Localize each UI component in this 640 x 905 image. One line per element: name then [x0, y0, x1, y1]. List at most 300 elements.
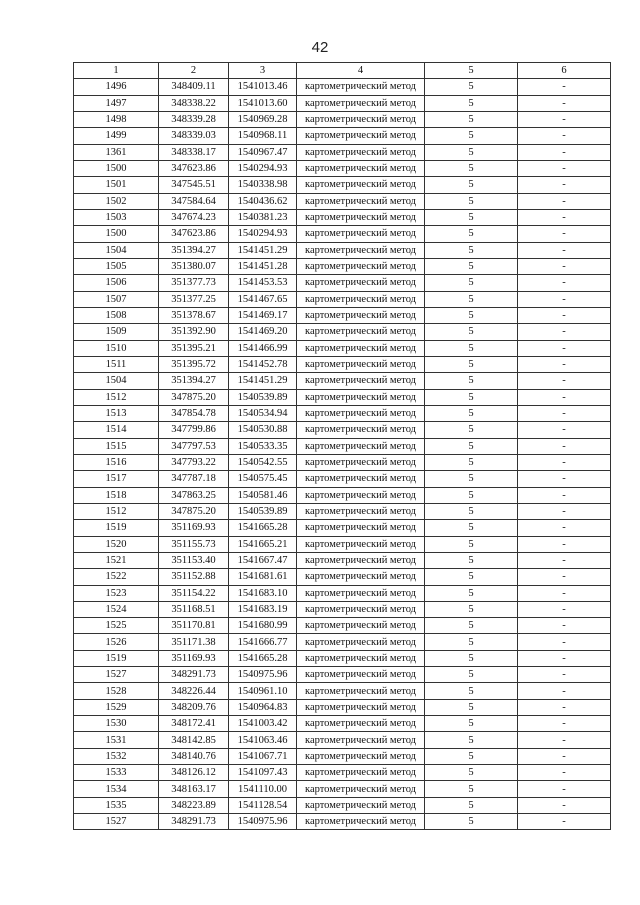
y-coordinate-cell: 1540575.45	[229, 471, 297, 487]
method-cell: картометрический метод	[297, 258, 425, 274]
column-header: 4	[297, 63, 425, 79]
table-row	[74, 520, 611, 536]
accuracy-cell: 5	[425, 552, 518, 568]
y-coordinate-cell: 1541680.99	[229, 618, 297, 634]
y-coordinate-cell: 1540530.88	[229, 422, 297, 438]
note-cell: -	[518, 667, 611, 683]
x-coordinate-cell: 351169.93	[159, 650, 229, 666]
x-coordinate-cell: 348291.73	[159, 667, 229, 683]
y-coordinate-cell: 1540967.47	[229, 144, 297, 160]
accuracy-cell: 5	[425, 373, 518, 389]
x-coordinate-cell: 348339.03	[159, 128, 229, 144]
point-number-cell: 1498	[74, 111, 159, 127]
point-number-cell: 1504	[74, 242, 159, 258]
note-cell: -	[518, 95, 611, 111]
y-coordinate-cell: 1540294.93	[229, 160, 297, 176]
method-cell: картометрический метод	[297, 160, 425, 176]
method-cell: картометрический метод	[297, 765, 425, 781]
y-coordinate-cell: 1541097.43	[229, 765, 297, 781]
y-coordinate-cell: 1540968.11	[229, 128, 297, 144]
table-row	[74, 683, 611, 699]
method-cell: картометрический метод	[297, 275, 425, 291]
y-coordinate-cell: 1541681.61	[229, 569, 297, 585]
method-cell: картометрический метод	[297, 95, 425, 111]
accuracy-cell: 5	[425, 618, 518, 634]
x-coordinate-cell: 351377.73	[159, 275, 229, 291]
point-number-cell: 1512	[74, 389, 159, 405]
x-coordinate-cell: 347584.64	[159, 193, 229, 209]
accuracy-cell: 5	[425, 503, 518, 519]
method-cell: картометрический метод	[297, 177, 425, 193]
method-cell: картометрический метод	[297, 536, 425, 552]
method-cell: картометрический метод	[297, 356, 425, 372]
note-cell: -	[518, 340, 611, 356]
y-coordinate-cell: 1540533.35	[229, 438, 297, 454]
method-cell: картометрический метод	[297, 650, 425, 666]
note-cell: -	[518, 258, 611, 274]
note-cell: -	[518, 618, 611, 634]
y-coordinate-cell: 1541110.00	[229, 781, 297, 797]
point-number-cell: 1503	[74, 209, 159, 225]
x-coordinate-cell: 348409.11	[159, 79, 229, 95]
table-row	[74, 405, 611, 421]
method-cell: картометрический метод	[297, 438, 425, 454]
y-coordinate-cell: 1541067.71	[229, 748, 297, 764]
y-coordinate-cell: 1541666.77	[229, 634, 297, 650]
method-cell: картометрический метод	[297, 585, 425, 601]
table-row	[74, 585, 611, 601]
note-cell: -	[518, 699, 611, 715]
x-coordinate-cell: 348223.89	[159, 797, 229, 813]
method-cell: картометрический метод	[297, 226, 425, 242]
x-coordinate-cell: 351380.07	[159, 258, 229, 274]
method-cell: картометрический метод	[297, 422, 425, 438]
accuracy-cell: 5	[425, 781, 518, 797]
table-row	[74, 389, 611, 405]
table-row	[74, 781, 611, 797]
y-coordinate-cell: 1541063.46	[229, 732, 297, 748]
note-cell: -	[518, 275, 611, 291]
x-coordinate-cell: 347674.23	[159, 209, 229, 225]
note-cell: -	[518, 144, 611, 160]
table-row	[74, 79, 611, 95]
y-coordinate-cell: 1540581.46	[229, 487, 297, 503]
note-cell: -	[518, 79, 611, 95]
note-cell: -	[518, 716, 611, 732]
table-row	[74, 160, 611, 176]
y-coordinate-cell: 1541128.54	[229, 797, 297, 813]
y-coordinate-cell: 1540381.23	[229, 209, 297, 225]
method-cell: картометрический метод	[297, 732, 425, 748]
note-cell: -	[518, 683, 611, 699]
point-number-cell: 1512	[74, 503, 159, 519]
method-cell: картометрический метод	[297, 193, 425, 209]
point-number-cell: 1515	[74, 438, 159, 454]
accuracy-cell: 5	[425, 193, 518, 209]
accuracy-cell: 5	[425, 258, 518, 274]
note-cell: -	[518, 307, 611, 323]
x-coordinate-cell: 347623.86	[159, 226, 229, 242]
x-coordinate-cell: 351395.72	[159, 356, 229, 372]
note-cell: -	[518, 209, 611, 225]
y-coordinate-cell: 1541469.17	[229, 307, 297, 323]
table-row	[74, 242, 611, 258]
point-number-cell: 1506	[74, 275, 159, 291]
y-coordinate-cell: 1541451.29	[229, 242, 297, 258]
y-coordinate-cell: 1541665.28	[229, 650, 297, 666]
accuracy-cell: 5	[425, 601, 518, 617]
y-coordinate-cell: 1540975.96	[229, 667, 297, 683]
method-cell: картометрический метод	[297, 340, 425, 356]
table-row	[74, 95, 611, 111]
note-cell: -	[518, 748, 611, 764]
table-row	[74, 797, 611, 813]
note-cell: -	[518, 226, 611, 242]
point-number-cell: 1499	[74, 128, 159, 144]
point-number-cell: 1496	[74, 79, 159, 95]
accuracy-cell: 5	[425, 389, 518, 405]
method-cell: картометрический метод	[297, 487, 425, 503]
y-coordinate-cell: 1541665.28	[229, 520, 297, 536]
method-cell: картометрический метод	[297, 242, 425, 258]
accuracy-cell: 5	[425, 128, 518, 144]
note-cell: -	[518, 177, 611, 193]
accuracy-cell: 5	[425, 405, 518, 421]
point-number-cell: 1527	[74, 667, 159, 683]
table-row	[74, 422, 611, 438]
table-row	[74, 634, 611, 650]
accuracy-cell: 5	[425, 275, 518, 291]
note-cell: -	[518, 454, 611, 470]
method-cell: картометрический метод	[297, 471, 425, 487]
y-coordinate-cell: 1541451.29	[229, 373, 297, 389]
table-row	[74, 618, 611, 634]
table-row	[74, 340, 611, 356]
accuracy-cell: 5	[425, 471, 518, 487]
method-cell: картометрический метод	[297, 667, 425, 683]
note-cell: -	[518, 242, 611, 258]
x-coordinate-cell: 347545.51	[159, 177, 229, 193]
point-number-cell: 1514	[74, 422, 159, 438]
accuracy-cell: 5	[425, 765, 518, 781]
point-number-cell: 1520	[74, 536, 159, 552]
column-header: 6	[518, 63, 611, 79]
x-coordinate-cell: 347875.20	[159, 503, 229, 519]
note-cell: -	[518, 291, 611, 307]
accuracy-cell: 5	[425, 422, 518, 438]
method-cell: картометрический метод	[297, 79, 425, 95]
note-cell: -	[518, 160, 611, 176]
accuracy-cell: 5	[425, 160, 518, 176]
point-number-cell: 1530	[74, 716, 159, 732]
table-row	[74, 814, 611, 830]
note-cell: -	[518, 650, 611, 666]
note-cell: -	[518, 732, 611, 748]
x-coordinate-cell: 351155.73	[159, 536, 229, 552]
x-coordinate-cell: 348142.85	[159, 732, 229, 748]
page-number: 42	[311, 39, 329, 56]
column-header: 3	[229, 63, 297, 79]
x-coordinate-cell: 348163.17	[159, 781, 229, 797]
accuracy-cell: 5	[425, 585, 518, 601]
point-number-cell: 1531	[74, 732, 159, 748]
accuracy-cell: 5	[425, 634, 518, 650]
x-coordinate-cell: 351394.27	[159, 242, 229, 258]
point-number-cell: 1504	[74, 373, 159, 389]
accuracy-cell: 5	[425, 748, 518, 764]
note-cell: -	[518, 797, 611, 813]
note-cell: -	[518, 503, 611, 519]
method-cell: картометрический метод	[297, 748, 425, 764]
table-row	[74, 650, 611, 666]
coordinates-table	[73, 62, 611, 830]
y-coordinate-cell: 1540534.94	[229, 405, 297, 421]
accuracy-cell: 5	[425, 454, 518, 470]
table-row	[74, 748, 611, 764]
point-number-cell: 1509	[74, 324, 159, 340]
method-cell: картометрический метод	[297, 454, 425, 470]
x-coordinate-cell: 347623.86	[159, 160, 229, 176]
x-coordinate-cell: 348172.41	[159, 716, 229, 732]
x-coordinate-cell: 347854.78	[159, 405, 229, 421]
method-cell: картометрический метод	[297, 716, 425, 732]
note-cell: -	[518, 128, 611, 144]
x-coordinate-cell: 348126.12	[159, 765, 229, 781]
point-number-cell: 1497	[74, 95, 159, 111]
table-row	[74, 226, 611, 242]
accuracy-cell: 5	[425, 569, 518, 585]
note-cell: -	[518, 552, 611, 568]
accuracy-cell: 5	[425, 242, 518, 258]
x-coordinate-cell: 347863.25	[159, 487, 229, 503]
point-number-cell: 1521	[74, 552, 159, 568]
table-row	[74, 209, 611, 225]
method-cell: картометрический метод	[297, 552, 425, 568]
y-coordinate-cell: 1540975.96	[229, 814, 297, 830]
table-row	[74, 552, 611, 568]
accuracy-cell: 5	[425, 438, 518, 454]
note-cell: -	[518, 585, 611, 601]
point-number-cell: 1524	[74, 601, 159, 617]
y-coordinate-cell: 1541466.99	[229, 340, 297, 356]
note-cell: -	[518, 634, 611, 650]
x-coordinate-cell: 351152.88	[159, 569, 229, 585]
table-row	[74, 699, 611, 715]
method-cell: картометрический метод	[297, 111, 425, 127]
method-cell: картометрический метод	[297, 324, 425, 340]
x-coordinate-cell: 351377.25	[159, 291, 229, 307]
y-coordinate-cell: 1541469.20	[229, 324, 297, 340]
x-coordinate-cell: 351378.67	[159, 307, 229, 323]
accuracy-cell: 5	[425, 226, 518, 242]
point-number-cell: 1532	[74, 748, 159, 764]
y-coordinate-cell: 1541665.21	[229, 536, 297, 552]
table-row	[74, 765, 611, 781]
point-number-cell: 1528	[74, 683, 159, 699]
note-cell: -	[518, 781, 611, 797]
method-cell: картометрический метод	[297, 503, 425, 519]
x-coordinate-cell: 348339.28	[159, 111, 229, 127]
note-cell: -	[518, 536, 611, 552]
table-row	[74, 471, 611, 487]
note-cell: -	[518, 765, 611, 781]
accuracy-cell: 5	[425, 797, 518, 813]
point-number-cell: 1508	[74, 307, 159, 323]
y-coordinate-cell: 1540338.98	[229, 177, 297, 193]
table-row	[74, 177, 611, 193]
table-row	[74, 569, 611, 585]
point-number-cell: 1511	[74, 356, 159, 372]
note-cell: -	[518, 487, 611, 503]
method-cell: картометрический метод	[297, 618, 425, 634]
point-number-cell: 1510	[74, 340, 159, 356]
table-row	[74, 356, 611, 372]
accuracy-cell: 5	[425, 536, 518, 552]
point-number-cell: 1505	[74, 258, 159, 274]
point-number-cell: 1519	[74, 650, 159, 666]
table-row	[74, 487, 611, 503]
x-coordinate-cell: 348338.17	[159, 144, 229, 160]
method-cell: картометрический метод	[297, 307, 425, 323]
accuracy-cell: 5	[425, 716, 518, 732]
point-number-cell: 1502	[74, 193, 159, 209]
y-coordinate-cell: 1541451.28	[229, 258, 297, 274]
point-number-cell: 1527	[74, 814, 159, 830]
accuracy-cell: 5	[425, 340, 518, 356]
accuracy-cell: 5	[425, 95, 518, 111]
note-cell: -	[518, 422, 611, 438]
x-coordinate-cell: 347793.22	[159, 454, 229, 470]
method-cell: картометрический метод	[297, 373, 425, 389]
y-coordinate-cell: 1541467.65	[229, 291, 297, 307]
point-number-cell: 1534	[74, 781, 159, 797]
accuracy-cell: 5	[425, 177, 518, 193]
method-cell: картометрический метод	[297, 797, 425, 813]
point-number-cell: 1500	[74, 160, 159, 176]
point-number-cell: 1507	[74, 291, 159, 307]
note-cell: -	[518, 520, 611, 536]
table-row	[74, 454, 611, 470]
y-coordinate-cell: 1541013.46	[229, 79, 297, 95]
x-coordinate-cell: 351395.21	[159, 340, 229, 356]
x-coordinate-cell: 348226.44	[159, 683, 229, 699]
y-coordinate-cell: 1540436.62	[229, 193, 297, 209]
note-cell: -	[518, 356, 611, 372]
accuracy-cell: 5	[425, 356, 518, 372]
y-coordinate-cell: 1540539.89	[229, 503, 297, 519]
y-coordinate-cell: 1541452.78	[229, 356, 297, 372]
x-coordinate-cell: 348209.76	[159, 699, 229, 715]
y-coordinate-cell: 1540969.28	[229, 111, 297, 127]
x-coordinate-cell: 348140.76	[159, 748, 229, 764]
x-coordinate-cell: 351392.90	[159, 324, 229, 340]
note-cell: -	[518, 193, 611, 209]
x-coordinate-cell: 347787.18	[159, 471, 229, 487]
accuracy-cell: 5	[425, 520, 518, 536]
accuracy-cell: 5	[425, 699, 518, 715]
y-coordinate-cell: 1540964.83	[229, 699, 297, 715]
note-cell: -	[518, 111, 611, 127]
accuracy-cell: 5	[425, 667, 518, 683]
note-cell: -	[518, 569, 611, 585]
table-row	[74, 503, 611, 519]
y-coordinate-cell: 1541013.60	[229, 95, 297, 111]
x-coordinate-cell: 348338.22	[159, 95, 229, 111]
y-coordinate-cell: 1541683.19	[229, 601, 297, 617]
x-coordinate-cell: 351168.51	[159, 601, 229, 617]
accuracy-cell: 5	[425, 144, 518, 160]
table-row	[74, 667, 611, 683]
table-row	[74, 373, 611, 389]
point-number-cell: 1361	[74, 144, 159, 160]
accuracy-cell: 5	[425, 111, 518, 127]
x-coordinate-cell: 347799.86	[159, 422, 229, 438]
method-cell: картометрический метод	[297, 144, 425, 160]
method-cell: картометрический метод	[297, 405, 425, 421]
x-coordinate-cell: 351170.81	[159, 618, 229, 634]
note-cell: -	[518, 324, 611, 340]
y-coordinate-cell: 1540961.10	[229, 683, 297, 699]
point-number-cell: 1500	[74, 226, 159, 242]
note-cell: -	[518, 405, 611, 421]
accuracy-cell: 5	[425, 814, 518, 830]
table-row	[74, 324, 611, 340]
accuracy-cell: 5	[425, 650, 518, 666]
table-row	[74, 128, 611, 144]
method-cell: картометрический метод	[297, 699, 425, 715]
method-cell: картометрический метод	[297, 291, 425, 307]
point-number-cell: 1535	[74, 797, 159, 813]
column-header: 1	[74, 63, 159, 79]
x-coordinate-cell: 351169.93	[159, 520, 229, 536]
method-cell: картометрический метод	[297, 683, 425, 699]
note-cell: -	[518, 373, 611, 389]
table-row	[74, 111, 611, 127]
y-coordinate-cell: 1540539.89	[229, 389, 297, 405]
method-cell: картометрический метод	[297, 389, 425, 405]
y-coordinate-cell: 1541453.53	[229, 275, 297, 291]
x-coordinate-cell: 348291.73	[159, 814, 229, 830]
point-number-cell: 1533	[74, 765, 159, 781]
x-coordinate-cell: 351394.27	[159, 373, 229, 389]
table-row	[74, 716, 611, 732]
y-coordinate-cell: 1541003.42	[229, 716, 297, 732]
point-number-cell: 1519	[74, 520, 159, 536]
point-number-cell: 1523	[74, 585, 159, 601]
x-coordinate-cell: 351153.40	[159, 552, 229, 568]
y-coordinate-cell: 1541683.10	[229, 585, 297, 601]
x-coordinate-cell: 351154.22	[159, 585, 229, 601]
x-coordinate-cell: 351171.38	[159, 634, 229, 650]
note-cell: -	[518, 601, 611, 617]
table-row	[74, 258, 611, 274]
accuracy-cell: 5	[425, 79, 518, 95]
y-coordinate-cell: 1540294.93	[229, 226, 297, 242]
point-number-cell: 1529	[74, 699, 159, 715]
table-row	[74, 291, 611, 307]
table-header-row	[74, 63, 611, 79]
note-cell: -	[518, 438, 611, 454]
point-number-cell: 1518	[74, 487, 159, 503]
method-cell: картометрический метод	[297, 814, 425, 830]
point-number-cell: 1526	[74, 634, 159, 650]
table-row	[74, 536, 611, 552]
method-cell: картометрический метод	[297, 520, 425, 536]
table-row	[74, 732, 611, 748]
note-cell: -	[518, 471, 611, 487]
table-row	[74, 307, 611, 323]
column-header: 5	[425, 63, 518, 79]
